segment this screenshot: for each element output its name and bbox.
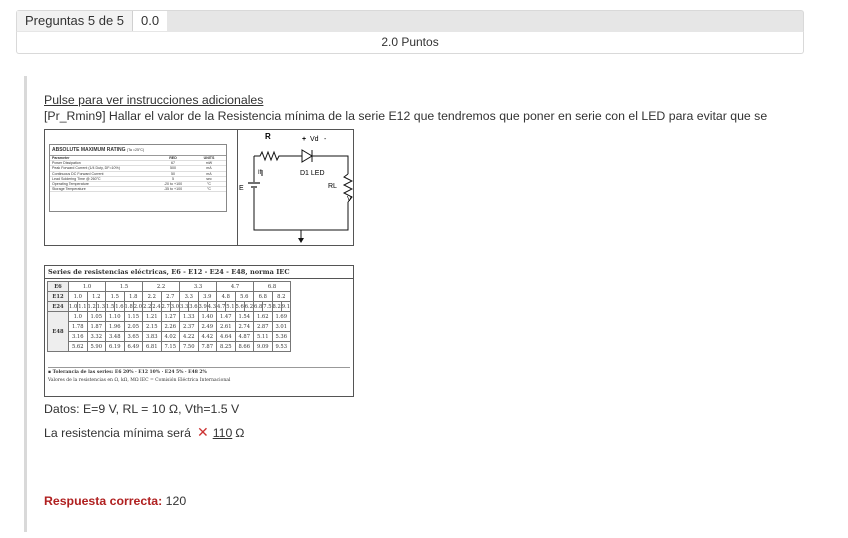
label-led: D1 LED xyxy=(300,170,325,177)
amr-cell: -35 to +100 xyxy=(163,187,183,192)
led-datasheet-figure xyxy=(44,129,354,246)
led-symbol xyxy=(302,150,312,162)
amr-cell: mA xyxy=(206,171,212,176)
amr-cell: 50 xyxy=(171,171,175,176)
e48-cell: 2.26 xyxy=(161,322,180,332)
table-row xyxy=(48,312,291,322)
e48-cell: 7.50 xyxy=(180,342,199,352)
resistor-symbol xyxy=(254,152,302,160)
label-plus: + xyxy=(302,136,307,143)
e48-cell: 2.05 xyxy=(124,322,143,332)
amr-header: RED xyxy=(169,156,177,160)
e48-cell: 1.87 xyxy=(87,322,106,332)
series-label: E48 xyxy=(48,312,69,352)
label-minus: - xyxy=(324,136,327,143)
e24-cell: 9.1 xyxy=(281,303,290,310)
e24-cell: 6.2 xyxy=(244,303,253,310)
series-table-title: Series de resistencias eléctricas, E6 - E12 - E24 - E48, norma IEC xyxy=(45,266,353,279)
e6-cell: 3.3 xyxy=(180,282,217,292)
label-v: V xyxy=(347,196,352,203)
wire-bottom xyxy=(254,188,348,230)
amr-cell: °C xyxy=(206,187,212,192)
e24-cell: 1.0 xyxy=(69,303,78,310)
e48-cell: 5.11 xyxy=(254,332,273,342)
absolute-max-rating-table xyxy=(49,144,227,212)
e12-cell: 2.7 xyxy=(161,292,180,302)
e6-cell: 1.0 xyxy=(69,282,106,292)
e48-cell: 1.78 xyxy=(69,322,88,332)
instructions-link[interactable]: Pulse para ver instrucciones adicionales xyxy=(44,93,264,107)
amr-cell: Continuous DC Forward Current xyxy=(52,171,104,176)
e24-cell: 8.2 xyxy=(272,303,281,310)
series-label: E12 xyxy=(48,292,69,302)
e48-cell: 3.65 xyxy=(124,332,143,342)
given-data: Datos: E=9 V, RL = 10 Ω, Vth=1.5 V xyxy=(44,402,240,416)
wrong-answer-icon: ✕ xyxy=(196,424,209,440)
e24-cell: 1.5 xyxy=(106,303,115,310)
question-left-border xyxy=(24,76,27,532)
amr-title: ABSOLUTE MAXIMUM RATING xyxy=(52,147,126,153)
correct-answer xyxy=(44,494,186,508)
label-rl: RL xyxy=(328,183,337,190)
e48-cell: 1.10 xyxy=(106,312,125,322)
e48-cell: 5.62 xyxy=(69,342,88,352)
e48-cell: 1.15 xyxy=(124,312,143,322)
answer-line xyxy=(44,424,245,441)
label-vd: Vd xyxy=(310,136,319,143)
e12-cell: 1.2 xyxy=(87,292,106,302)
e12-cell: 8.2 xyxy=(272,292,291,302)
e48-cell: 2.15 xyxy=(143,322,162,332)
e24-cell: 5.6 xyxy=(235,303,244,310)
e12-cell: 6.8 xyxy=(254,292,273,302)
e24-cell: 4.3 xyxy=(207,303,216,310)
e12-cell: 2.2 xyxy=(143,292,162,302)
correct-answer-value: 120 xyxy=(165,494,187,508)
correct-answer-label: Respuesta correcta: xyxy=(44,494,163,508)
e24-cell: 4.7 xyxy=(217,303,226,310)
e48-cell: 3.83 xyxy=(143,332,162,342)
e48-cell: 2.61 xyxy=(217,322,236,332)
units-note: Valores de la resistencias en Ω, kΩ, MΩ IEC = Comisión Eléctrica Internacional xyxy=(48,378,231,383)
amr-cell: Storage Temperature xyxy=(52,187,86,192)
e24-cell: 5.1 xyxy=(226,303,235,310)
e48-cell: 5.36 xyxy=(272,332,291,342)
e24-cell: 2.4 xyxy=(152,303,161,310)
e12-cell: 5.6 xyxy=(235,292,254,302)
amr-title-note: (Ta =25°C) xyxy=(126,148,145,152)
e12-cell: 4.8 xyxy=(217,292,236,302)
label-r: R xyxy=(265,132,271,141)
table-row xyxy=(48,322,291,332)
e48-cell: 1.40 xyxy=(198,312,217,322)
e24-cell: 3.9 xyxy=(198,303,207,310)
e48-cell: 1.05 xyxy=(87,312,106,322)
e48-cell: 5.90 xyxy=(87,342,106,352)
e48-cell: 4.42 xyxy=(198,332,217,342)
e12-cell: 1.0 xyxy=(69,292,88,302)
label-e: E xyxy=(239,185,244,192)
table-row xyxy=(48,332,291,342)
amr-cell: Peak Forward Current (1/4 Duty, DF=10%) xyxy=(52,166,120,171)
e48-cell: 1.27 xyxy=(161,312,180,322)
series-label: E6 xyxy=(48,282,69,292)
amr-cell: 5 xyxy=(172,176,174,181)
e6-cell: 6.8 xyxy=(254,282,291,292)
amr-cell: 67 xyxy=(171,161,175,166)
series-table xyxy=(47,281,291,352)
e6-cell: 2.2 xyxy=(143,282,180,292)
e48-cell: 1.54 xyxy=(235,312,254,322)
table-row xyxy=(48,282,291,292)
e24-cell: 2.7 xyxy=(161,303,170,310)
e48-cell: 1.96 xyxy=(106,322,125,332)
e48-cell: 3.32 xyxy=(87,332,106,342)
e48-cell: 8.66 xyxy=(235,342,254,352)
e24-cell: 2.2 xyxy=(143,303,152,310)
e12-cell: 3.9 xyxy=(198,292,217,302)
e24-cell: 1.8 xyxy=(124,303,133,310)
e48-cell: 2.74 xyxy=(235,322,254,332)
e48-cell: 7.15 xyxy=(161,342,180,352)
e48-cell: 2.49 xyxy=(198,322,217,332)
tolerance-note: ▪ Tolerancia de las series: E6 20% · E12 10% · E24 5% · E48 2% xyxy=(48,370,207,375)
amr-cell: mW xyxy=(205,161,213,166)
e48-cell: 9.53 xyxy=(272,342,291,352)
e24-cell: 1.1 xyxy=(78,303,87,310)
e48-cell: 2.37 xyxy=(180,322,199,332)
e48-cell: 4.22 xyxy=(180,332,199,342)
e12-cell: 1.8 xyxy=(124,292,143,302)
e48-cell: 7.87 xyxy=(198,342,217,352)
amr-cell: Power Dissipation xyxy=(52,161,81,166)
e24-cell: 1.6 xyxy=(115,303,124,310)
answer-prompt: La resistencia mínima será xyxy=(44,425,191,440)
e6-cell: 4.7 xyxy=(217,282,254,292)
amr-cell: sec xyxy=(206,176,212,181)
e24-cell: 3.6 xyxy=(189,303,198,310)
table-row xyxy=(48,342,291,352)
e24-cell: 1.2 xyxy=(87,303,96,310)
e48-cell: 4.64 xyxy=(217,332,236,342)
e24-cell: 3.0 xyxy=(170,303,179,310)
amr-cell: Lead Soldering Time @ 260°C xyxy=(52,176,101,181)
e48-cell: 1.21 xyxy=(143,312,162,322)
table-row xyxy=(48,292,291,302)
amr-header: UNITS xyxy=(203,156,215,160)
e48-cell: 1.0 xyxy=(69,312,88,322)
answer-value: 110 xyxy=(212,425,233,440)
e24-cell: 1.3 xyxy=(96,303,105,310)
led-circuit-diagram xyxy=(238,130,353,245)
e48-cell: 1.47 xyxy=(217,312,236,322)
e24-cell: 2.0 xyxy=(133,303,142,310)
amr-cell: mA xyxy=(206,166,212,171)
e48-cell: 1.62 xyxy=(254,312,273,322)
e48-cell: 6.19 xyxy=(106,342,125,352)
e12-cell: 3.3 xyxy=(180,292,199,302)
answer-unit: Ω xyxy=(235,425,245,440)
e48-cell: 3.01 xyxy=(272,322,291,332)
score-value: 0.0 xyxy=(133,11,167,31)
e48-cell: 4.87 xyxy=(235,332,254,342)
e24-cell: 3.3 xyxy=(180,303,189,310)
amr-cell: Operating Temperature xyxy=(52,181,89,186)
resistor-series-table-figure xyxy=(44,265,354,397)
e12-cell: 1.5 xyxy=(106,292,125,302)
series-notes xyxy=(48,367,350,385)
e48-cell: 1.33 xyxy=(180,312,199,322)
points-bar: 2.0 Puntos xyxy=(16,31,804,54)
table-row xyxy=(48,302,291,312)
e24-cell: 6.8 xyxy=(254,303,263,310)
amr-cell: -20 to +100 xyxy=(163,181,183,186)
e48-cell: 3.48 xyxy=(106,332,125,342)
question-text: [Pr_Rmin9] Hallar el valor de la Resistencia mínima de la serie E12 que tendremos que poner en serie con el LED para evitar que se xyxy=(44,109,768,123)
e48-cell: 6.81 xyxy=(143,342,162,352)
e24-cell: 7.5 xyxy=(263,303,272,310)
e48-cell: 9.09 xyxy=(254,342,273,352)
e48-cell: 6.49 xyxy=(124,342,143,352)
amr-cell: 500 xyxy=(170,166,176,171)
label-if: If xyxy=(258,170,262,176)
e48-cell: 3.16 xyxy=(69,332,88,342)
e48-cell: 1.69 xyxy=(272,312,291,322)
series-label: E24 xyxy=(48,302,69,312)
question-header xyxy=(16,10,804,31)
e48-cell: 8.25 xyxy=(217,342,236,352)
e48-cell: 2.87 xyxy=(254,322,273,332)
e48-cell: 4.02 xyxy=(161,332,180,342)
arrow-down-icon xyxy=(298,238,304,243)
e6-cell: 1.5 xyxy=(106,282,143,292)
question-counter: Preguntas 5 de 5 xyxy=(17,11,133,31)
amr-cell: °C xyxy=(206,181,212,186)
amr-header: Parameter xyxy=(52,156,70,160)
